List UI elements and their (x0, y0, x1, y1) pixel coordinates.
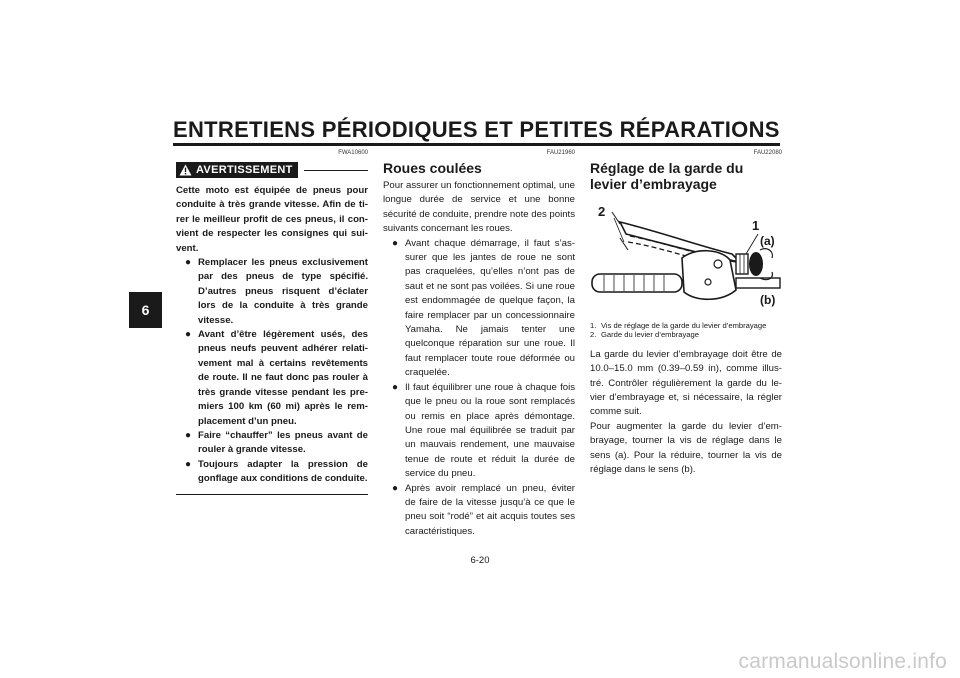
figure-label-1: 1 (752, 218, 760, 233)
chapter-tab: 6 (129, 292, 162, 328)
page-number: 6-20 (470, 555, 490, 566)
list-item: ● Faire “chauffer” les pneus avant de rouler à grande vitesse. (185, 429, 368, 456)
section-title: Réglage de la garde du levier d’embrayage (590, 160, 744, 192)
figure-captions (590, 321, 782, 340)
bullet-icon: ● (185, 329, 192, 341)
reference-code: FWA10600 (338, 150, 368, 156)
bullet-icon: ● (392, 482, 399, 494)
warning-column (176, 150, 368, 495)
figure-label-b: (b) (760, 293, 776, 307)
bullet-icon: ● (185, 429, 192, 441)
reference-code: FAU22080 (753, 150, 782, 156)
warning-header (176, 162, 368, 178)
list-item: ● Toujours adapter la pression de gonflage aux conditions de conduite. (185, 458, 368, 485)
figure-label-2: 2 (598, 204, 606, 219)
paragraph: La garde du levier d’embrayage doit être de 10.0–15.0 mm (0.39–0.59 in), comme illustré. Contrôler régulièrement la garde du levier d’embrayage et, si nécessaire, la régler comme suit. (590, 348, 782, 418)
list-item: ● Remplacer les pneus exclusivement par des pneus de type spécifié. D’autres pneus risquent d’éclater lors de la conduite à très grande vitesse. (185, 257, 368, 326)
warning-label: AVERTISSEMENT (196, 164, 293, 176)
warning-intro: Cette moto est équipée de pneus pour conduite à très grande vitesse. Afin de tirer le meilleur profit de ces pneus, il convient de respecter les consignes qui suivent. (176, 185, 368, 254)
section-title: Roues coulées (383, 160, 482, 176)
list-item: ● Avant d’être légèrement usés, des pneus neufs peuvent adhérer relativement mal à certains revêtements de route. Il ne faut donc pas rouler à très grande vitesse pendant les premiers 100 km (60 mi) après le remplacement d’un pneu. (185, 329, 368, 427)
bullet-icon: ● (185, 257, 192, 269)
warning-end-rule (176, 494, 368, 495)
list-item: 2. Garde du levier d’embrayage (590, 330, 699, 340)
list-item: 1. Vis de réglage de la garde du levier d’embrayage (590, 321, 767, 330)
clutch-column (590, 150, 782, 477)
list-item: ● Avant chaque démarrage, il faut s’assurer que les jantes de roue ne sont pas craquelées, qu’elles n’ont pas de saut et ne sont pas voilées. Si une roue est endommagée de quelque façon, la faire remplacer par un concessionnaire Yamaha. Ne jamais tenter une quelconque réparation sur une roue. Il faut remplacer toute roue déformée ou craquelée. (392, 237, 575, 379)
bullet-icon: ● (185, 458, 192, 470)
warning-badge (176, 162, 298, 178)
figure-label-a: (a) (760, 234, 775, 248)
wheels-list (383, 237, 575, 540)
bullet-icon: ● (392, 237, 399, 249)
bullet-icon: ● (392, 381, 399, 393)
paragraph: Pour augmenter la garde du levier d’embrayage, tourner la vis de réglage dans le sens (a). Pour la réduire, tourner la vis de réglage dans le sens (b). (590, 420, 782, 476)
warning-list (176, 256, 368, 487)
reference-code: FAU21960 (546, 150, 575, 156)
list-item: ● Après avoir remplacé un pneu, éviter de faire de la vitesse jusqu’à ce que le pneu soit “rodé” et ait acquis toutes ses caractéristiques. (392, 482, 575, 537)
page-title: ENTRETIENS PÉRIODIQUES ET PETITES RÉPARATIONS (173, 117, 780, 142)
clutch-lever-figure (590, 198, 782, 310)
warning-triangle-icon (179, 164, 192, 176)
header-rule (173, 143, 780, 146)
watermark: carmanualsonline.info (738, 650, 947, 673)
warning-rule (304, 170, 368, 171)
section-intro: Pour assurer un fonctionnement optimal, une longue durée de service et une bonne sécurité de conduite, prendre note des points suivants concernant les roues. (383, 180, 576, 235)
wheels-column (383, 150, 575, 539)
list-item: ● Il faut équilibrer une roue à chaque fois que le pneu ou la roue sont remplacés ou remis en place après démontage. Une roue mal équilibrée se traduit par un mauvais rendement, une mauvaise tenue de route et réduit la durée de service du pneu. (392, 381, 575, 480)
